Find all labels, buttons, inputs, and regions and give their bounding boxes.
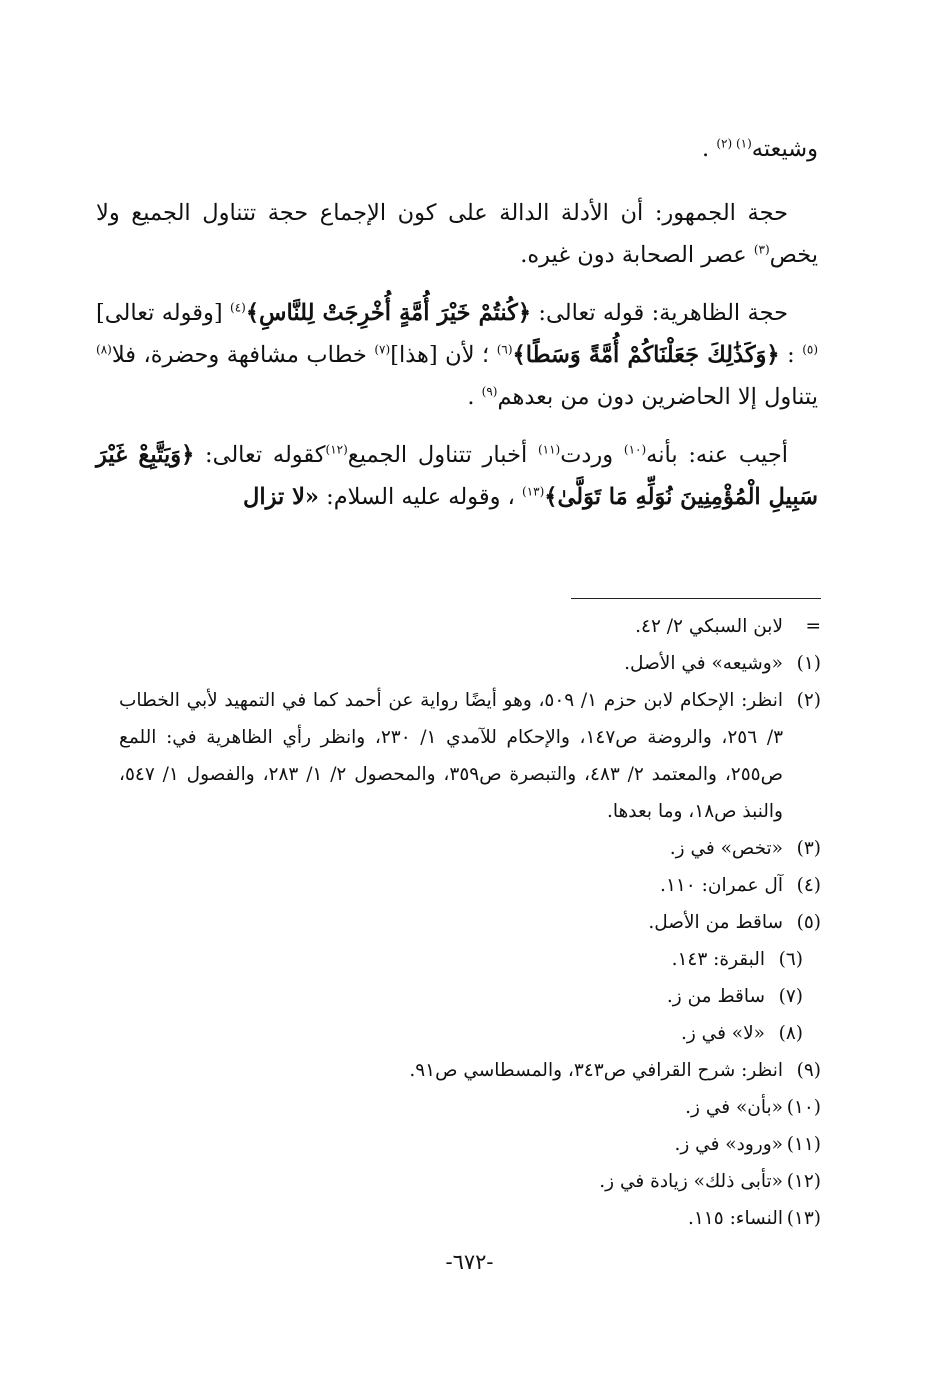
text-run: أخبار تتناول الجميع: [347, 442, 528, 468]
footnote-text: «ورود» في ز.: [674, 1134, 783, 1155]
quran-verse: ﴿كُنتُمْ خَيْرَ أُمَّةٍ أُخْرِجَتْ لِلنَّاسِ﴾: [245, 300, 532, 326]
footnote-ref: (١٠): [623, 442, 647, 457]
footnote-item: [119, 608, 821, 645]
footnote-text: ساقط من ز.: [666, 986, 765, 1007]
footnote-number: (٢): [796, 690, 821, 711]
footnote-number: (١٣): [786, 1208, 821, 1229]
footnote-text: النساء: ١١٥.: [687, 1208, 783, 1229]
footnote-ref: (١) (٢): [716, 136, 752, 151]
footnote-number: =: [805, 616, 821, 637]
footnote-item: [119, 682, 821, 830]
footnote-number: (٨): [778, 1023, 803, 1044]
footnote-ref: (١٣): [522, 484, 545, 499]
footnote-ref: (٦): [496, 342, 513, 357]
text-run: .: [467, 384, 475, 410]
text-run: حجة الظاهرية: قوله تعالى:: [538, 300, 789, 326]
footnote-item: [119, 1015, 821, 1052]
text-run: حجة الجمهور: أن الأدلة الدالة على كون الإجماع حجة تتناول الجميع ولا يخص: [96, 200, 818, 268]
footnote-number: (٤): [796, 875, 821, 896]
footnote-ref: (٧): [374, 342, 391, 357]
footnote-text: «لا» في ز.: [680, 1023, 765, 1044]
footnote-item: [119, 1126, 821, 1163]
footnote-ref: (١٢): [325, 442, 348, 457]
footnote-text: «بأن» في ز.: [685, 1097, 783, 1118]
footnote-number: (٦): [778, 949, 803, 970]
footnote-number: (١): [796, 653, 821, 674]
footnote-item: [119, 830, 821, 867]
footnote-number: (٩): [796, 1060, 821, 1081]
text-run: عصر الصحابة دون غيره.: [520, 242, 747, 268]
footnote-ref: (٩): [481, 384, 498, 399]
footnote-item: [119, 978, 821, 1015]
text-run: ، وقوله عليه السلام:: [326, 484, 515, 510]
footnote-text: آل عمران: ١١٠.: [660, 875, 783, 896]
page-number: -٦٧٢-: [445, 1250, 494, 1274]
text-run: وشيعته: [751, 136, 818, 162]
text-run: ؛ لأن [هذا]: [390, 342, 490, 368]
footnote-item: [119, 1052, 821, 1089]
text-run: [وقوله تعالى]: [96, 300, 223, 326]
footnote-number: (١٢): [786, 1171, 821, 1192]
footnote-item: [119, 1089, 821, 1126]
paragraph-majority-argument: [96, 192, 818, 276]
text-run: وردت: [560, 442, 614, 468]
footnote-ref: (٥): [802, 342, 819, 357]
footnote-ref: (٨): [96, 342, 112, 357]
text-run: كقوله تعالى:: [204, 442, 326, 468]
main-text: [96, 128, 818, 534]
footnote-item: [119, 867, 821, 904]
quran-verse: ﴿وَيَتَّبِعْ غَيْرَ سَبِيلِ الْمُؤْمِنِينَ نُوَلِّهِ مَا تَوَلَّىٰ﴾: [96, 442, 818, 510]
footnote-number: (٣): [796, 838, 821, 859]
paragraph-response: [96, 434, 818, 518]
footnote-number: (١٠): [786, 1097, 821, 1118]
footnote-text: «وشيعه» في الأصل.: [624, 653, 783, 674]
footnote-number: (٧): [778, 986, 803, 1007]
footnote-item: [119, 1200, 821, 1237]
text-run: :: [787, 342, 795, 368]
footnote-ref: (٣): [753, 242, 770, 257]
footnote-text: لابن السبكي ٢/ ٤٢.: [635, 616, 783, 637]
footnote-text: انظر: شرح القرافي ص٣٤٣، والمسطاسي ص٩١.: [409, 1060, 783, 1081]
footnote-ref: (٤): [230, 300, 246, 315]
text-run: أجيب عنه: بأنه: [646, 442, 788, 468]
footnotes: [119, 608, 821, 1237]
footnote-text: انظر: الإحكام لابن حزم ١/ ٥٠٩، وهو أيضًا رواية عن أحمد كما في التمهيد لأبي الخطاب ٣/ ٢٥٦، والروضة ص١٤٧، والإحكام للآمدي ١/ ٢٣٠، وانظر رأي الظاهرية في: اللمع ص٢٥٥، والمعتمد ٢/ ٤٨٣، والتبصرة ص٣٥٩، والمحصول ٢/ ١/ ٢٨٣، والفصول ١/ ٥٤٧، والنبذ ص١٨، وما بعدها.: [119, 690, 783, 822]
hadith-quote: «لا تزال: [242, 484, 319, 510]
footnote-number: (١١): [786, 1134, 821, 1155]
footnote-ref: (١١): [537, 442, 561, 457]
footnote-text: «تخص» في ز.: [669, 838, 783, 859]
footnote-number: (٥): [796, 912, 821, 933]
footnote-item: [119, 1163, 821, 1200]
continuation-line: [96, 128, 818, 170]
footnote-text: البقرة: ١٤٣.: [671, 949, 765, 970]
footnote-item: [119, 941, 821, 978]
footnote-separator: [571, 598, 821, 599]
text-run: يتناول إلا الحاضرين دون من بعدهم: [497, 384, 818, 410]
quran-verse: ﴿وَكَذَٰلِكَ جَعَلْنَاكُمْ أُمَّةً وَسَطًا﴾: [512, 342, 780, 368]
footnote-text: «تأبى ذلك» زيادة في ز.: [599, 1171, 783, 1192]
footnote-text: ساقط من الأصل.: [648, 912, 783, 933]
footnote-item: [119, 645, 821, 682]
paragraph-zahiri-argument: [96, 292, 818, 418]
text-run: .: [702, 136, 710, 162]
text-run: خطاب مشافهة وحضرة، فلا: [111, 342, 367, 368]
footnote-item: [119, 904, 821, 941]
